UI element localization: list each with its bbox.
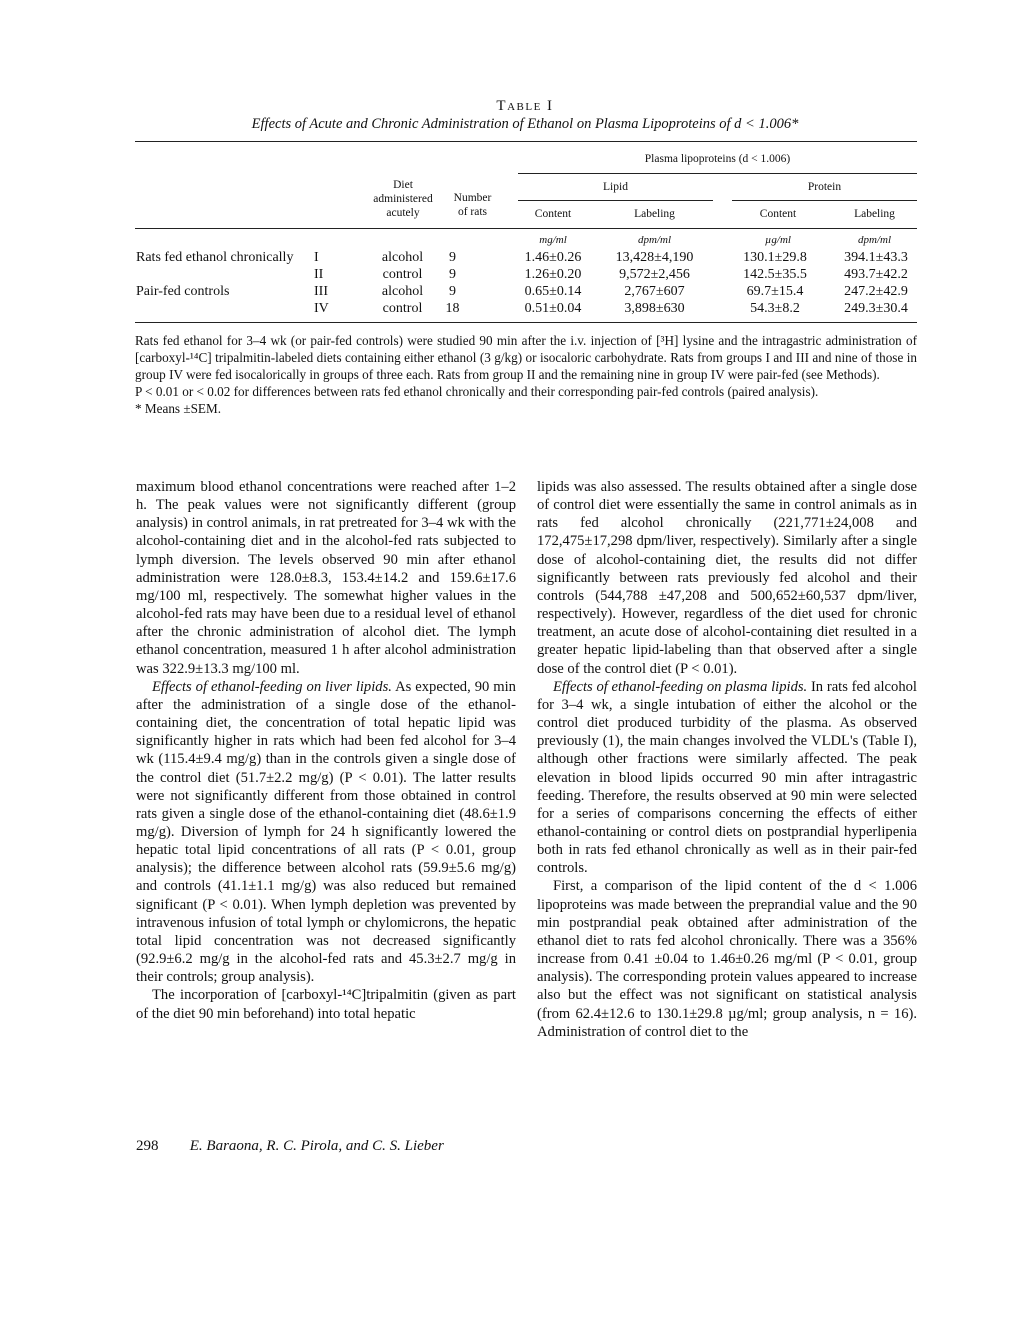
cell-group: III: [314, 284, 328, 299]
cell-lipid-content: 0.51±0.04: [524, 301, 582, 316]
diet-header: Diet administered acutely: [373, 179, 433, 219]
cell-protein-labeling: 493.7±42.2: [844, 267, 908, 282]
cell-lipid-labeling: 3,898±630: [624, 301, 685, 316]
group-label-pair-fed: Pair-fed controls: [136, 284, 230, 299]
number-header: Number of rats: [453, 192, 492, 218]
cell-diet: alcohol: [381, 284, 424, 299]
cell-group: I: [314, 250, 319, 265]
table-top-rule: [135, 141, 917, 142]
lipid-labeling-header: Labeling: [634, 208, 675, 220]
section-heading: Effects of ethanol-feeding on plasma lipids.: [553, 678, 808, 695]
table-note: P < 0.01 or < 0.02 for differences between rats fed ethanol chronically and their corresponding pair-fed controls (paired analysis).: [135, 384, 819, 399]
table-note: * Means ±SEM.: [135, 401, 221, 416]
cell-n: 9: [449, 284, 456, 299]
running-authors: E. Baraona, R. C. Pirola, and C. S. Lieber: [189, 1138, 444, 1154]
cell-protein-content: 142.5±35.5: [743, 267, 807, 282]
cell-diet: control: [382, 267, 423, 282]
body-right-column: [537, 478, 917, 1041]
unit-lipid-content: mg/ml: [539, 234, 567, 246]
cell-protein-content: 69.7±15.4: [746, 284, 804, 299]
cell-group: IV: [314, 301, 329, 316]
table-bottom-rule: [135, 322, 917, 323]
cell-n: 9: [449, 267, 456, 282]
table-notes: [135, 332, 917, 417]
unit-protein-content: µg/ml: [765, 234, 791, 246]
lipid-group-rule: [518, 200, 713, 201]
group-label-ethanol: Rats fed ethanol chronically: [136, 250, 294, 265]
cell-protein-labeling: 394.1±43.3: [844, 250, 908, 265]
cell-lipid-labeling: 13,428±4,190: [615, 250, 694, 265]
cell-lipid-content: 0.65±0.14: [524, 284, 582, 299]
table-title: Effects of Acute and Chronic Administration of Ethanol on Plasma Lipoproteins of d < 1.006*: [251, 116, 799, 132]
cell-lipid-labeling: 9,572±2,456: [619, 267, 690, 282]
table-header-rule: [135, 228, 917, 229]
cell-protein-content: 130.1±29.8: [743, 250, 807, 265]
cell-protein-content: 54.3±8.2: [750, 301, 800, 316]
cell-group: II: [314, 267, 324, 282]
cell-lipid-content: 1.26±0.20: [524, 267, 582, 282]
paragraph: lipids was also assessed. The results obtained after a single dose of control diet were essentially the same in control animals as in rats fed alcohol chronically (221,771±24,008 and 172,475±17,298 dpm/liver, respectively). Similarly after a single dose of alcohol-containing diet, the results did not differ significantly between rats previously fed alcohol and their controls (544,788 ±47,208 and 500,652±60,537 dpm/liver, respectively). However, regardless of the diet used for chronic treatment, an acute dose of alcohol-containing diet resulted in a greater hepatic lipid-labeling than that observed after a single dose of the control diet (P < 0.01).: [537, 479, 917, 677]
cell-n: 9: [449, 250, 456, 265]
page-number: 298: [136, 1138, 159, 1154]
lipid-content-header: Content: [534, 208, 572, 220]
paragraph: The incorporation of [carboxyl-¹⁴C]tripalmitin (given as part of the diet 90 min beforehand) into total hepatic: [136, 987, 516, 1022]
cell-lipid-labeling: 2,767±607: [624, 284, 685, 299]
protein-header: Protein: [807, 181, 842, 193]
table-note: Rats fed ethanol for 3–4 wk (or pair-fed controls) were studied 90 min after the i.v. injection of [³H] lysine and the intragastric administration of [carboxyl-¹⁴C] tripalmitin-labeled diets containing either ethanol (3 g/kg) or isocaloric carbohydrate. Rats from groups I and III and nine of those in group IV were fed isocalorically in groups of three each. Rats from group II and the remaining nine in group IV were pair-fed (see Methods).: [135, 333, 917, 382]
unit-lipid-labeling: dpm/ml: [638, 234, 671, 246]
protein-labeling-header: Labeling: [854, 208, 895, 220]
cell-lipid-content: 1.46±0.26: [524, 250, 582, 265]
cell-protein-labeling: 247.2±42.9: [844, 284, 908, 299]
cell-diet: alcohol: [381, 250, 424, 265]
protein-content-header: Content: [759, 208, 797, 220]
table-label: Table I: [496, 98, 554, 114]
paragraph: Effects of ethanol-feeding on plasma lipids. In rats fed alcohol for 3–4 wk, a single intubation of either the alcohol or the control diet produced turbidity of the plasma. As observed previously (1), the main changes involved the VLDL's (Table I), although other fractions were similarly affected. The peak elevation in blood lipids occurred 90 min after intragastric feeding. Therefore, the results observed at 90 min were selected for a series of comparisons concerning the effects of either ethanol-containing or control diets on postprandial hyperlipenia both in rats fed ethanol chronically as well as in their pair-fed controls.: [537, 678, 917, 877]
plasma-lipoproteins-header: Plasma lipoproteins (d < 1.006): [644, 153, 791, 165]
cell-n: 18: [445, 301, 460, 316]
body-left-column: [136, 478, 516, 1023]
cell-protein-labeling: 249.3±30.4: [844, 301, 908, 316]
protein-group-rule: [732, 200, 917, 201]
paragraph: Effects of ethanol-feeding on liver lipids. As expected, 90 min after the administration of a single dose of the ethanol-containing diet, the concentration of total hepatic lipid was significantly higher in rats which had been fed alcohol for 3–4 wk (115.4±9.4 mg/g) than in the controls given a single dose of the control diet (51.7±2.2 mg/g) (P < 0.01). The latter results were not significantly different from those obtained in control rats given a single dose of the ethanol-containing diet (48.6±1.9 mg/g). Diversion of lymph for 24 h significantly lowered the hepatic total lipid concentrations of all rats (P < 0.01, group analysis); the difference between alcohol rats (59.9±5.6 mg/g) and controls (41.1±1.1 mg/g) was also reduced but remained significant (P < 0.01). When lymph depletion was prevented by intravenous infusion of total lymph or chylomicrons, the hepatic total lipid concentration was not decreased significantly (92.9±6.2 mg/g in the alcohol-fed rats and 45.3±2.7 mg/g in their controls; group analysis).: [136, 678, 516, 986]
section-heading: Effects of ethanol-feeding on liver lipids.: [152, 678, 392, 695]
lipid-header: Lipid: [603, 181, 628, 193]
page-footer: [136, 1138, 444, 1155]
cell-diet: control: [382, 301, 423, 316]
paragraph: maximum blood ethanol concentrations were reached after 1–2 h. The peak values were not significantly different (group analysis) in control animals, in rat pretreated for 3–4 wk with the alcohol-containing diet and in the alcohol-fed rats subjected to lymph diversion. The levels observed 90 min after ethanol administration were 128.0±8.3, 153.4±14.2 and 159.6±17.6 mg/100 ml, respectively. The somewhat higher values in the alcohol-fed rats may have been due to a residual level of ethanol after the chronic administration of alcohol diet. The lymph ethanol concentration, measured 1 h after alcohol administration was 322.9±13.3 mg/100 ml.: [136, 479, 516, 677]
plasma-group-rule: [518, 173, 917, 174]
paragraph: First, a comparison of the lipid content of the d < 1.006 lipoproteins was made between the preprandial value and the 90 min postprandial peak obtained after administration of the ethanol diet to rats fed alcohol chronically. There was a 356% increase from 0.41 ±0.04 to 1.46±0.26 mg/ml (P < 0.01, group analysis). The corresponding protein values appeared to increase also but the effect was not significant on statistical analysis (from 62.4±12.6 to 130.1±29.8 µg/ml; group analysis, n = 16). Administration of control diet to the: [537, 878, 917, 1040]
unit-protein-labeling: dpm/ml: [858, 234, 891, 246]
